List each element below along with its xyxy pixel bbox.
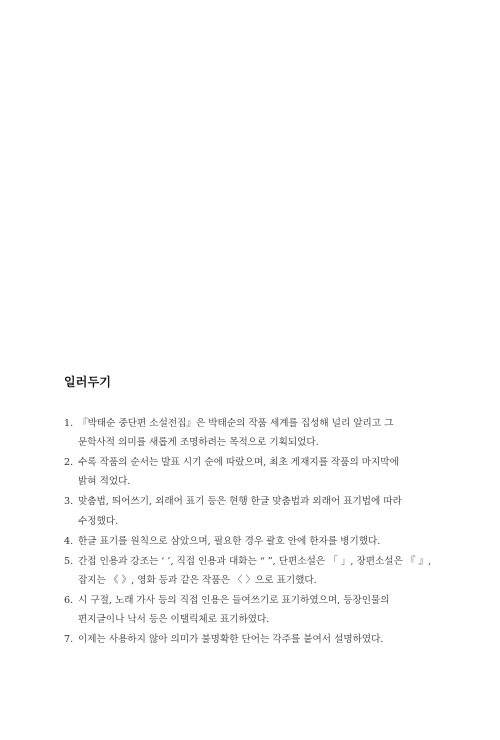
note-item [64,492,444,530]
note-text: 『박태순 중단편 소설전집』은 박태순의 작품 세계를 집성해 널리 알리고 그 문학사적 의미를 새롭게 조명하려는 목적으로 기획되었다. [78,418,394,449]
note-item [64,591,444,629]
note-number: 2. [64,457,74,469]
note-item [64,453,444,491]
note-number: 7. [64,634,74,646]
note-item [64,552,444,590]
note-number: 6. [64,594,74,606]
note-item [64,532,444,551]
note-text: 이제는 사용하지 않아 의미가 불명확한 단어는 각주를 붙여서 설명하였다. [78,634,384,646]
note-number: 3. [64,496,74,508]
note-text: 한글 표기를 원칙으로 삼았으며, 필요한 경우 괄호 안에 한자를 병기했다. [78,535,381,547]
note-text: 간접 인용과 강조는 ‘ ’, 직접 인용과 대화는 “ ”, 단편소설은 「 」, 장편소설은 『 』, 잡지는 《 》, 영화 등과 같은 작품은 〈 〉으로 표기했다. [78,555,432,586]
note-number: 5. [64,555,74,567]
note-item [64,414,444,452]
note-number: 4. [64,535,74,547]
note-text: 수록 작품의 순서는 발표 시기 순에 따랐으며, 최초 게재지를 작품의 마지막에 밝혀 적었다. [78,457,399,488]
notes-list [64,414,444,650]
note-text: 시 구절, 노래 가사 등의 직접 인용은 들여쓰기로 표기하였으며, 등장인물의 편지글이나 낙서 등은 이탤릭체로 표기하였다. [78,594,390,626]
section-heading: 일러두기 [64,375,112,389]
note-item [64,630,444,649]
note-number: 1. [64,418,74,429]
note-text: 맞춤법, 띄어쓰기, 외래어 표기 등은 현행 한글 맞춤법과 외래어 표기법에 따라 수정했다. [78,496,402,527]
